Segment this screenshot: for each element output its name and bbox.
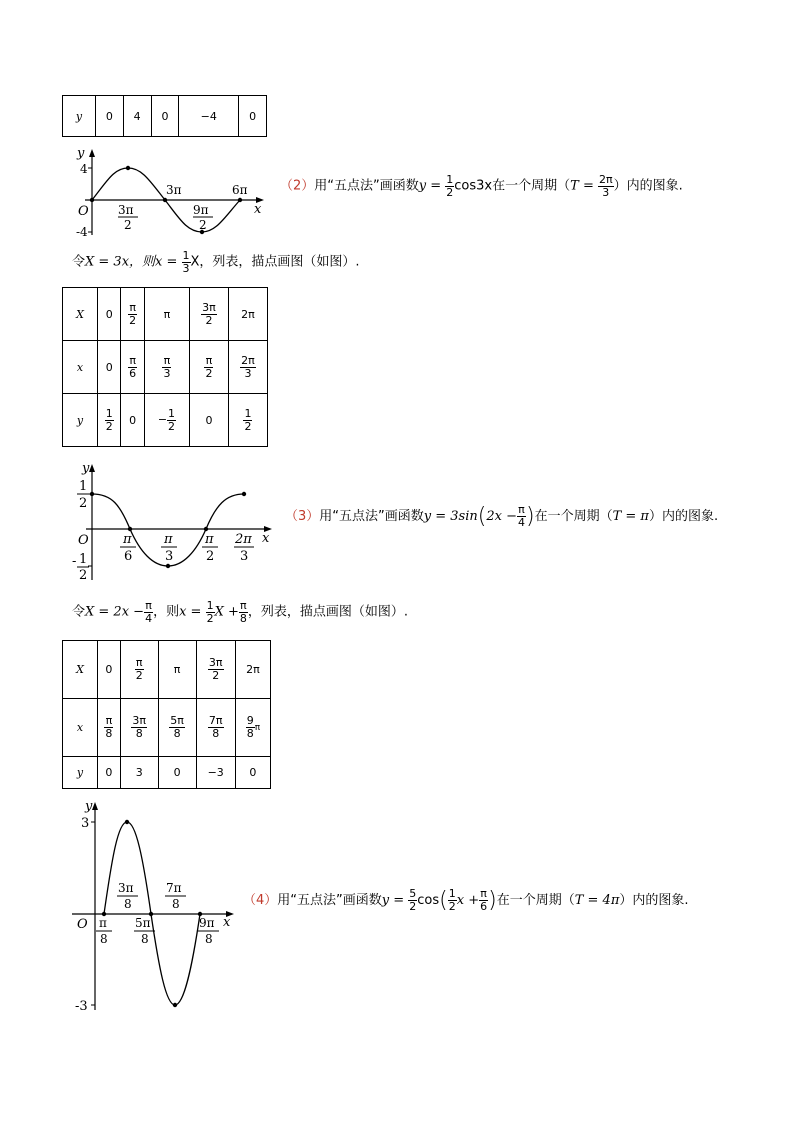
frac-num: 3π xyxy=(202,300,216,314)
function-rest: cos3x xyxy=(454,178,493,194)
table-cell xyxy=(98,394,121,447)
frac-den: 2 xyxy=(206,611,214,625)
y-tick-label: 4 xyxy=(80,162,88,176)
frac-den: 8 xyxy=(173,726,181,740)
frac-den: 6 xyxy=(129,366,137,380)
question-text: ）内的图象. xyxy=(648,509,719,524)
fraction xyxy=(201,302,217,326)
fraction xyxy=(131,715,147,739)
table-cell: 0 xyxy=(158,756,196,788)
frac-num: π xyxy=(480,887,487,901)
question-2 xyxy=(280,174,683,198)
frac-den: 8 xyxy=(105,726,113,740)
frac-den: 2 xyxy=(105,419,113,433)
frac-num: π xyxy=(129,353,136,367)
graph-sine-4 xyxy=(60,145,275,240)
question-text: 用“五点法”画函数 xyxy=(277,893,382,908)
frac-num: 1 xyxy=(448,887,456,901)
x-tick-num: 7π xyxy=(166,881,182,895)
table-row-header: X xyxy=(63,288,98,341)
y-tick-label: 3 xyxy=(81,816,90,831)
fraction xyxy=(128,302,137,326)
y-label: y xyxy=(77,146,85,161)
question-number: （2） xyxy=(280,178,315,194)
table-row-header: x xyxy=(63,698,98,756)
table-cell xyxy=(120,698,158,756)
question-4: （4）用“五点法”画函数y = $\frac{5}{2}$ cos( $\frac{1}{2}$ x + $\frac{\pi}{6}$ )在一个周期（T = 4π）内的图象. xyxy=(243,887,689,913)
frac-den: 8 xyxy=(212,726,220,740)
question-text: 在一个周期（ xyxy=(492,178,571,194)
fraction xyxy=(167,408,176,432)
fraction xyxy=(169,715,185,739)
table-cell: π xyxy=(158,641,196,699)
table-cell xyxy=(189,288,228,341)
table-cell: 0 xyxy=(96,96,124,137)
question-text: 用“五点法”画函数 xyxy=(319,509,424,524)
x-tick-num: 5π xyxy=(135,916,151,930)
fraction xyxy=(135,657,144,681)
text: X，列表，描点画图（如图）. xyxy=(190,254,360,270)
frac-den: 3 xyxy=(163,366,171,380)
frac-num: 7π xyxy=(208,714,223,728)
frac-den: 2 xyxy=(205,366,213,380)
frac-den: 8 xyxy=(239,611,247,625)
frac-den: 2 xyxy=(448,900,456,913)
text: x = xyxy=(155,254,182,270)
frac-den: 2 xyxy=(212,668,220,682)
table-cell xyxy=(196,641,235,699)
y-axis-arrow xyxy=(89,464,95,472)
frac-den: 6 xyxy=(480,900,488,913)
table-row-header: X xyxy=(63,641,98,699)
table-cell xyxy=(158,698,196,756)
fraction xyxy=(128,355,137,379)
function-inner: x + xyxy=(456,893,480,908)
point xyxy=(128,527,132,531)
table-row-header: y xyxy=(63,756,98,788)
value-table-top xyxy=(62,95,267,137)
y-axis-arrow xyxy=(92,802,98,810)
y-tick-den: 2 xyxy=(79,496,88,511)
frac-num: π xyxy=(163,353,171,367)
frac-num: 5π xyxy=(170,714,184,728)
value-table-2 xyxy=(62,287,268,447)
origin-label: O xyxy=(78,204,89,219)
x-tick-num: π xyxy=(205,532,214,547)
fraction xyxy=(208,657,224,681)
x-tick-den: 8 xyxy=(172,897,180,911)
fraction xyxy=(105,408,114,432)
frac-den: 8 xyxy=(135,726,143,740)
frac-den: 2 xyxy=(409,900,417,913)
frac-num: 1 xyxy=(105,406,113,420)
fraction xyxy=(240,355,256,379)
x-tick-label: 3π xyxy=(166,183,182,197)
table-cell: 0 xyxy=(235,756,270,788)
y-label: y xyxy=(85,799,93,814)
frac-num: π xyxy=(240,599,247,612)
point xyxy=(125,820,129,824)
x-label: x xyxy=(254,202,262,217)
fraction xyxy=(104,715,113,739)
x-tick-den: 3 xyxy=(165,549,174,564)
period: T = xyxy=(570,178,598,194)
y-tick-num: 1 xyxy=(79,552,88,567)
x-tick-den: 8 xyxy=(141,932,149,946)
table-cell xyxy=(235,698,270,756)
y-tick-den: 2 xyxy=(79,568,88,583)
frac-den: 4 xyxy=(517,516,525,529)
frac-den: 8 xyxy=(246,726,254,740)
table-body xyxy=(63,641,271,789)
table-cell: 0 xyxy=(98,641,121,699)
text: X + xyxy=(214,604,239,620)
table-row xyxy=(63,288,268,341)
x-label: x xyxy=(262,531,270,546)
origin-label: O xyxy=(78,533,89,548)
table-cell: 2π xyxy=(235,641,270,699)
table-row xyxy=(63,341,268,394)
point xyxy=(126,166,130,170)
origin-label: O xyxy=(77,917,88,932)
frac-num: π xyxy=(105,714,113,728)
neg-sign: − xyxy=(157,413,168,426)
fraction xyxy=(243,408,252,432)
y-tick-num: 1 xyxy=(79,479,88,494)
frac-den: 2 xyxy=(446,185,454,199)
fraction xyxy=(246,715,255,739)
question-number: （4） xyxy=(243,893,278,908)
x-tick-den: 2 xyxy=(124,218,132,232)
x-tick-den: 8 xyxy=(100,932,108,946)
frac-num: 9 xyxy=(246,714,254,728)
point xyxy=(238,198,242,202)
frac-num: π xyxy=(518,503,525,517)
x-label: x xyxy=(223,915,231,930)
x-tick-den: 8 xyxy=(205,932,213,946)
frac-num: 3π xyxy=(132,714,147,728)
x-tick-num: 2π xyxy=(235,532,252,547)
x-tick-num: 3π xyxy=(118,203,134,217)
table-row xyxy=(63,698,271,756)
value-table-3 xyxy=(62,640,271,789)
text: ，列表，描点画图（如图）. xyxy=(247,604,408,620)
frac-num: 3π xyxy=(208,656,223,670)
table-cell: 0 xyxy=(121,394,144,447)
point xyxy=(204,527,208,531)
frac-den: 2 xyxy=(129,313,137,327)
frac-den: 2 xyxy=(135,668,143,682)
question-text: 在一个周期（ xyxy=(496,893,575,908)
x-tick-num: 9π xyxy=(193,203,209,217)
table-row xyxy=(63,641,271,699)
table-cell: 0 xyxy=(98,756,121,788)
table-cell: 0 xyxy=(98,288,121,341)
y-label: y xyxy=(82,461,90,476)
fraction xyxy=(204,355,213,379)
question-text: 用“五点法”画函数 xyxy=(314,178,419,194)
frac-den: 3 xyxy=(182,261,190,275)
table-row-header: x xyxy=(63,341,98,394)
frac-num: 1 xyxy=(182,249,190,262)
table-cell: 2π xyxy=(228,288,267,341)
table-cell: 0 xyxy=(98,341,121,394)
frac-den: 3 xyxy=(244,366,252,380)
table-cell xyxy=(98,698,121,756)
table-cell xyxy=(121,341,144,394)
x-tick-den: 6 xyxy=(124,549,133,564)
x-tick-den: 2 xyxy=(199,218,207,232)
table-row-header: y xyxy=(63,394,98,447)
text: ，则 xyxy=(153,604,180,620)
frac-den: 2 xyxy=(244,419,252,433)
table-cell: 0 xyxy=(189,394,228,447)
graph-cos-half xyxy=(60,460,280,585)
question-text: ）内的图象. xyxy=(613,178,683,194)
function-cos: cos xyxy=(417,893,440,908)
frac-num: 1 xyxy=(244,406,252,420)
table-cell xyxy=(144,341,189,394)
graph-sine-3 xyxy=(60,798,245,1013)
table-cell xyxy=(189,341,228,394)
frac-num: 1 xyxy=(206,599,214,612)
function: y = 3sin xyxy=(423,509,478,524)
fraction xyxy=(162,355,171,379)
text: X = 2x − xyxy=(85,604,145,620)
point xyxy=(173,1003,177,1007)
table-cell: −4 xyxy=(179,96,239,137)
table-cell: 0 xyxy=(239,96,267,137)
table-cell xyxy=(196,698,235,756)
point xyxy=(242,492,246,496)
table-body xyxy=(63,288,268,447)
function: y = xyxy=(418,178,446,194)
table-cell: 0 xyxy=(151,96,179,137)
point xyxy=(166,564,170,568)
y-axis-arrow xyxy=(89,149,95,157)
table-cell: 3 xyxy=(120,756,158,788)
fraction xyxy=(208,715,224,739)
table-cell xyxy=(144,394,189,447)
frac-num: π xyxy=(129,300,136,314)
frac-num: 1 xyxy=(446,173,454,186)
y-tick-neg: - xyxy=(72,554,77,569)
table-row xyxy=(63,394,268,447)
substitution-line-2 xyxy=(72,250,360,274)
table-cell xyxy=(120,641,158,699)
table-header-y: y xyxy=(63,96,96,137)
frac-num: 1 xyxy=(168,406,176,420)
table-cell: 4 xyxy=(123,96,151,137)
point xyxy=(90,198,94,202)
function-inner: 2x − xyxy=(486,509,517,524)
y-tick-label: -3 xyxy=(75,999,88,1013)
table-cell: π xyxy=(144,288,189,341)
x-tick-num: 3π xyxy=(118,881,134,895)
table-row xyxy=(63,756,271,788)
frac-num: π xyxy=(205,353,213,367)
table-cell xyxy=(121,288,144,341)
table-cell xyxy=(228,341,267,394)
suffix: π xyxy=(254,723,261,734)
frac-num: 2π xyxy=(598,173,613,186)
substitution-line-3 xyxy=(72,600,408,624)
table-cell: −3 xyxy=(196,756,235,788)
question-number: （3） xyxy=(285,509,320,524)
text: 令 xyxy=(72,604,86,620)
x-tick-label: 6π xyxy=(232,183,248,197)
period: T = π xyxy=(612,509,649,524)
frac-num: π xyxy=(135,656,143,670)
text: x = xyxy=(179,604,206,620)
question-3: （3）用“五点法”画函数y = 3sin(2x − $\frac{\pi}{4}$ )在一个周期（T = π）内的图象. xyxy=(285,503,719,529)
x-tick-num: π xyxy=(123,532,132,547)
x-tick-den: 8 xyxy=(124,897,132,911)
point xyxy=(163,198,167,202)
x-tick-num: π xyxy=(164,532,173,547)
point xyxy=(90,492,94,496)
text: X = 3x，则 xyxy=(85,254,156,270)
frac-num: π xyxy=(145,599,152,612)
y-tick-label: -4 xyxy=(76,225,88,239)
question-text: 在一个周期（ xyxy=(534,509,613,524)
frac-num: 5 xyxy=(409,887,417,901)
frac-den: 4 xyxy=(145,611,153,625)
frac-num: 2π xyxy=(241,353,255,367)
table-cell xyxy=(228,394,267,447)
x-tick-num: 9π xyxy=(199,916,215,930)
x-tick-num: π xyxy=(99,916,107,930)
question-text: ）内的图象. xyxy=(619,893,689,908)
period: T = 4π xyxy=(574,893,620,908)
x-tick-den: 2 xyxy=(206,549,215,564)
text: 令 xyxy=(72,254,86,270)
frac-den: 2 xyxy=(205,313,213,327)
frac-den: 3 xyxy=(602,185,610,199)
x-tick-den: 3 xyxy=(240,549,249,564)
frac-den: 2 xyxy=(168,419,176,433)
function: y = xyxy=(381,893,409,908)
